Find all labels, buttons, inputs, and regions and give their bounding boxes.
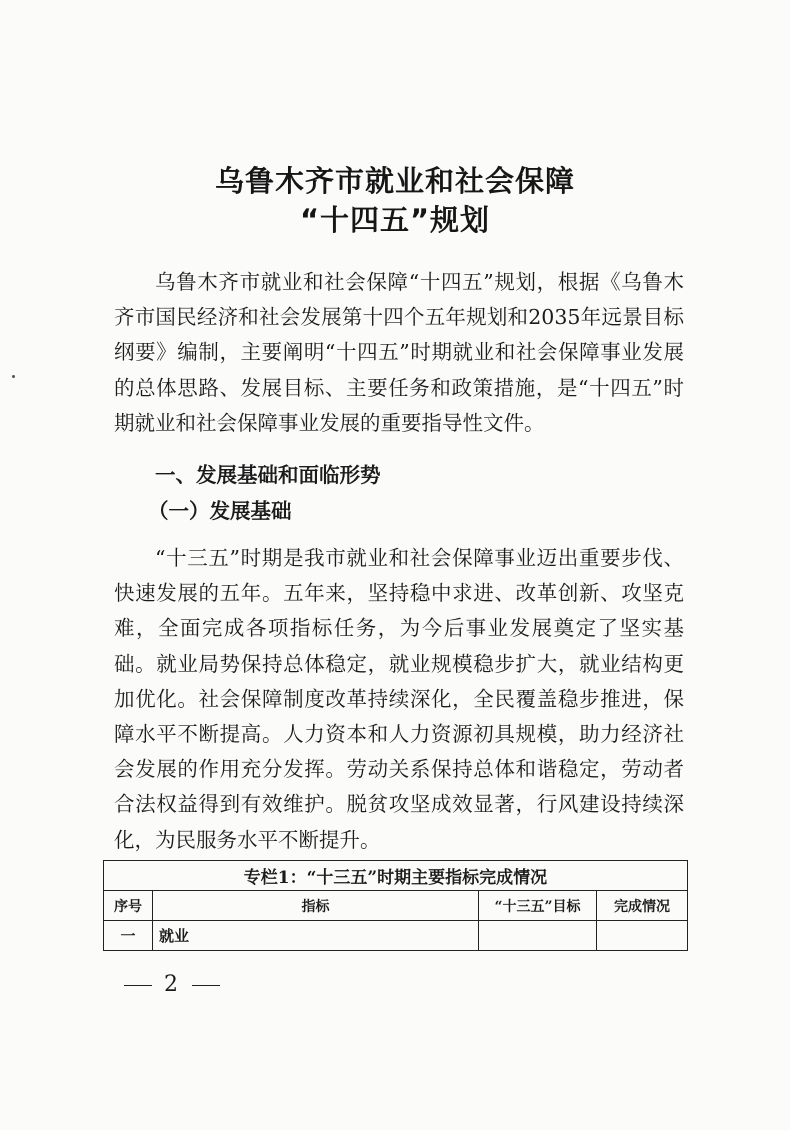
indicator-table: [103, 860, 688, 951]
table-header-row: [104, 891, 688, 921]
row-result: [597, 921, 688, 951]
table-caption: 专栏1：“十三五”时期主要指标完成情况: [104, 861, 688, 891]
column-header-target: “十三五”目标: [479, 891, 597, 921]
column-header-number: 序号: [104, 891, 153, 921]
column-header-indicator: 指标: [153, 891, 479, 921]
page-footer: [112, 972, 232, 997]
row-indicator: 就业: [153, 921, 479, 951]
intro-paragraph: 乌鲁木齐市就业和社会保障“十四五”规划，根据《乌鲁木齐市国民经济和社会发展第十四个五年规划和2035年远景目标纲要》编制，主要阐明“十四五”时期就业和社会保障事业发展的总体思路、发展目标、主要任务和政策措施，是“十四五”时期就业和社会保障事业发展的重要指导性文件。: [114, 270, 684, 435]
row-number: 一: [104, 921, 153, 951]
table-caption-row: [104, 861, 688, 891]
section-heading: 一、发展基础和面临形势: [155, 463, 381, 487]
row-target: [479, 921, 597, 951]
footer-dash-left: [124, 985, 152, 986]
subsection-heading: （一）发展基础: [148, 499, 292, 523]
scan-speck: [12, 375, 15, 378]
page-number: 2: [164, 972, 180, 997]
body-paragraph: “十三五”时期是我市就业和社会保障事业迈出重要步伐、快速发展的五年。五年来，坚持稳中求进、改革创新、攻坚克难，全面完成各项指标任务，为今后事业发展奠定了坚实基础。就业局势保持总体稳定，就业规模稳步扩大，就业结构更加优化。社会保障制度改革持续深化，全民覆盖稳步推进，保障水平不断提高。人力资本和人力资源初具规模，助力经济社会发展的作用充分发挥。劳动关系保持总体和谐稳定，劳动者合法权益得到有效维护。脱贫攻坚成效显著，行风建设持续深化，为民服务水平不断提升。: [114, 546, 684, 852]
document-title-line1: 乌鲁木齐市就业和社会保障: [214, 164, 575, 198]
footer-dash-right: [192, 985, 220, 986]
column-header-result: 完成情况: [597, 891, 688, 921]
document-title-line2: “十四五”规划: [299, 203, 491, 237]
table-row: [104, 921, 688, 951]
